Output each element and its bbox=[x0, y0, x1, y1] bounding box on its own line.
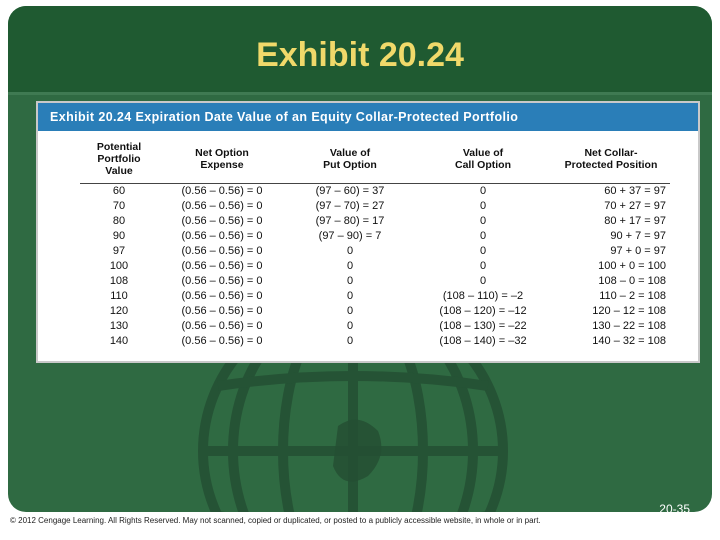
col-header-call-value: Value of Call Option bbox=[414, 141, 552, 184]
table-cell: (0.56 – 0.56) = 0 bbox=[181, 260, 263, 272]
exhibit-heading: Exhibit 20.24 Expiration Date Value of an Equity Collar-Protected Portfolio bbox=[38, 103, 698, 131]
table-cell: 0 bbox=[479, 245, 487, 257]
table-cell: 0 bbox=[346, 275, 354, 287]
table-header-row bbox=[80, 141, 670, 184]
table-cell: (108 – 120) = –12 bbox=[439, 305, 527, 317]
table-cell: (108 – 140) = –32 bbox=[439, 335, 527, 347]
table-cell: 0 bbox=[479, 200, 487, 212]
table-cell: (108 – 110) = –2 bbox=[442, 290, 524, 302]
table-cell: 130 bbox=[109, 320, 129, 332]
table-row bbox=[80, 334, 670, 349]
table-row bbox=[80, 214, 670, 229]
table-cell: (0.56 – 0.56) = 0 bbox=[181, 335, 263, 347]
table-cell: 100 + 0 = 100 bbox=[598, 260, 666, 272]
table-cell: 0 bbox=[346, 305, 354, 317]
table-cell: (97 – 60) = 37 bbox=[315, 185, 385, 197]
table-row bbox=[80, 229, 670, 244]
table-cell: 90 + 7 = 97 bbox=[610, 230, 666, 242]
table-cell: 0 bbox=[479, 185, 487, 197]
table-cell: 90 bbox=[112, 230, 126, 242]
table-cell: 0 bbox=[346, 290, 354, 302]
table-cell: 97 bbox=[112, 245, 126, 257]
table-cell: 80 bbox=[112, 215, 126, 227]
copyright-notice: © 2012 Cengage Learning. All Rights Reserved. May not scanned, copied or duplicated, or posted to a publicly accessible website, in whole or in part. bbox=[10, 516, 541, 525]
col-header-put-value: Value of Put Option bbox=[286, 141, 414, 184]
table-cell: (97 – 70) = 27 bbox=[315, 200, 385, 212]
table-cell: 80 + 17 = 97 bbox=[604, 215, 666, 227]
col-header-portfolio-value: Potential Portfolio Value bbox=[80, 141, 158, 184]
table-cell: 110 – 2 = 108 bbox=[599, 290, 666, 302]
table-row bbox=[80, 199, 670, 214]
table-row bbox=[80, 244, 670, 259]
table-row bbox=[80, 274, 670, 289]
table-cell: 108 – 0 = 108 bbox=[598, 275, 666, 287]
table-cell: (0.56 – 0.56) = 0 bbox=[181, 275, 263, 287]
table-cell: 0 bbox=[346, 245, 354, 257]
table-cell: (0.56 – 0.56) = 0 bbox=[181, 320, 263, 332]
table-cell: (0.56 – 0.56) = 0 bbox=[181, 245, 263, 257]
table-cell: 0 bbox=[346, 260, 354, 272]
table-cell: 100 bbox=[109, 260, 129, 272]
table-cell: 140 bbox=[109, 335, 129, 347]
table-cell: 0 bbox=[479, 230, 487, 242]
table-cell: 70 + 27 = 97 bbox=[604, 200, 666, 212]
table-row bbox=[80, 184, 670, 200]
table-cell: 0 bbox=[479, 260, 487, 272]
table-row bbox=[80, 304, 670, 319]
table-cell: (0.56 – 0.56) = 0 bbox=[181, 230, 263, 242]
table-cell: (0.56 – 0.56) = 0 bbox=[181, 215, 263, 227]
table-cell: 0 bbox=[479, 275, 487, 287]
table-row bbox=[80, 289, 670, 304]
table-row bbox=[80, 259, 670, 274]
table-cell: (0.56 – 0.56) = 0 bbox=[181, 185, 263, 197]
table-cell: 110 bbox=[110, 290, 128, 302]
table-cell: 60 + 37 = 97 bbox=[604, 185, 666, 197]
col-header-net-position: Net Collar- Protected Position bbox=[552, 141, 670, 184]
table-cell: 108 bbox=[109, 275, 129, 287]
table-cell: 0 bbox=[346, 335, 354, 347]
slide-title: Exhibit 20.24 bbox=[256, 36, 464, 74]
table-cell: 0 bbox=[479, 215, 487, 227]
slide-number: 20-35 bbox=[659, 502, 690, 512]
table-cell: (97 – 80) = 17 bbox=[315, 215, 385, 227]
exhibit-table-panel bbox=[36, 101, 700, 363]
table-cell: 120 – 12 = 108 bbox=[592, 305, 666, 317]
table-cell: 97 + 0 = 97 bbox=[610, 245, 666, 257]
table-cell: (97 – 90) = 7 bbox=[318, 230, 382, 242]
title-band bbox=[8, 6, 712, 95]
collar-table bbox=[80, 141, 670, 349]
table-cell: 60 bbox=[112, 185, 126, 197]
table-cell: (0.56 – 0.56) = 0 bbox=[181, 290, 263, 302]
table-cell: (108 – 130) = –22 bbox=[439, 320, 527, 332]
table-cell: 70 bbox=[112, 200, 126, 212]
table-cell: 140 – 32 = 108 bbox=[592, 335, 666, 347]
col-header-net-option-expense: Net Option Expense bbox=[158, 141, 286, 184]
table-cell: 120 bbox=[109, 305, 129, 317]
table-cell: 130 – 22 = 108 bbox=[592, 320, 666, 332]
table-row bbox=[80, 319, 670, 334]
table-cell: (0.56 – 0.56) = 0 bbox=[181, 305, 263, 317]
table-cell: 0 bbox=[346, 320, 354, 332]
table-cell: (0.56 – 0.56) = 0 bbox=[181, 200, 263, 212]
